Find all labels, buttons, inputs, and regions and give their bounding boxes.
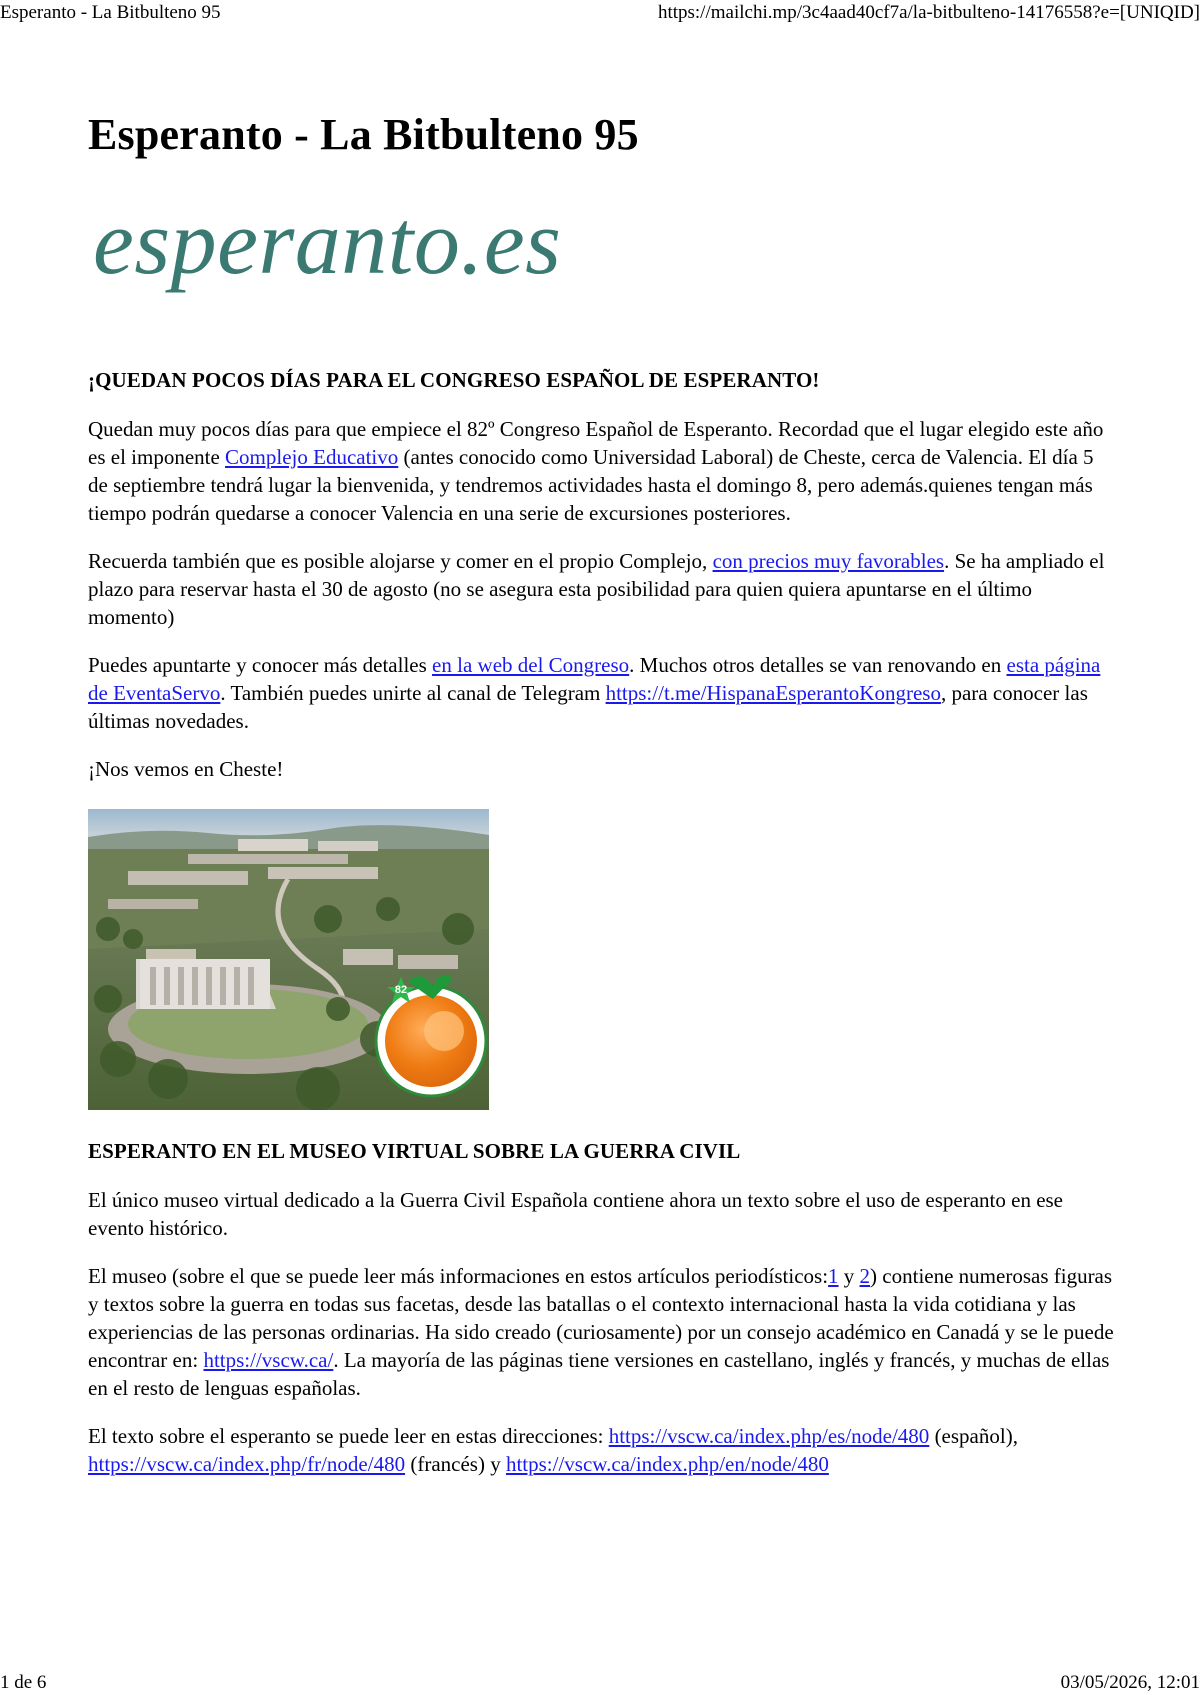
link-vscw[interactable]: https://vscw.ca/	[203, 1348, 334, 1372]
print-header-url: https://mailchi.mp/3c4aad40cf7a/la-bitbulteno-14176558?e=[UNIQID]	[657, 2, 1200, 23]
link-precios-favorables[interactable]: con precios muy favorables	[712, 549, 945, 573]
print-footer	[0, 1670, 1200, 1695]
paragraph-museo-intro: El único museo virtual dedicado a la Guerra Civil Española contiene ahora un texto sobre el uso de esperanto en ese evento histórico.	[88, 1188, 1064, 1240]
paragraph-congreso-intro: Quedan muy pocos días para que empiece el 82º Congreso Español de Esperanto. Recordad que el lugar elegido este año es el imponente Complejo Educativo (antes conocido como Universidad Laboral) de Cheste, cerca de Valencia. El día 5 de septiembre tendrá lugar la bienvenida, y tendremos actividades hasta el domingo 8, pero además.quienes tengan más tiempo podrán quedarse a conocer Valencia en una serie de excursiones posteriores.	[88, 417, 1104, 525]
link-vscw-en[interactable]: https://vscw.ca/index.php/en/node/480	[505, 1452, 829, 1476]
congress-venue-photo	[88, 809, 489, 1110]
link-eventaservo[interactable]: esta página de EventaServo	[88, 653, 1101, 705]
esperanto-es-logo: esperanto.es	[93, 191, 562, 293]
link-vscw-es[interactable]: https://vscw.ca/index.php/es/node/480	[608, 1424, 930, 1448]
paragraph-alojamiento: Recuerda también que es posible alojarse y comer en el propio Complejo, con precios muy favorables. Se ha ampliado el plazo para reservar hasta el 30 de agosto (no se asegura esta posibilidad para quien quiera apuntarse en el último momento)	[88, 549, 1105, 629]
paragraph-museo-enlaces: El texto sobre el esperanto se puede leer en estas direcciones: https://vscw.ca/index.php/es/node/480 (español), https://vscw.ca/index.php/fr/node/480 (francés) y https://vscw.ca/index.php/en/node/480	[88, 1424, 1018, 1476]
badge-82-text: 82	[394, 984, 408, 996]
link-web-congreso[interactable]: en la web del Congreso	[432, 653, 630, 677]
link-vscw-fr[interactable]: https://vscw.ca/index.php/fr/node/480	[88, 1452, 406, 1476]
print-header-title: Esperanto - La Bitbulteno 95	[0, 2, 221, 23]
link-articulo-1[interactable]: 1	[828, 1264, 839, 1288]
page-number: 1 de 6	[0, 1672, 47, 1693]
article	[88, 100, 1118, 1478]
paragraph-nos-vemos: ¡Nos vemos en Cheste!	[88, 757, 284, 781]
cheste-complex-aerial-image	[88, 809, 489, 1110]
paragraph-inscripcion: Puedes apuntarte y conocer más detalles en la web del Congreso. Muchos otros detalles se van renovando en esta página de EventaServo. También puedes unirte al canal de Telegram https://t.me/HispanaEsperantoKongreso, para conocer las últimas novedades.	[88, 653, 1101, 733]
section-heading-congreso: ¡QUEDAN POCOS DÍAS PARA EL CONGRESO ESPAÑOL DE ESPERANTO!	[88, 368, 820, 392]
page-title: Esperanto - La Bitbulteno 95	[88, 110, 639, 159]
print-header	[0, 0, 1200, 28]
section-heading-museo: ESPERANTO EN EL MUSEO VIRTUAL SOBRE LA GUERRA CIVIL	[88, 1139, 741, 1163]
print-datetime: 03/05/2026, 12:01	[1060, 1672, 1200, 1693]
link-complejo-educativo[interactable]: Complejo Educativo	[225, 445, 399, 469]
link-telegram[interactable]: https://t.me/HispanaEsperantoKongreso	[605, 681, 941, 705]
paragraph-museo-detalle: El museo (sobre el que se puede leer más informaciones en estos artículos periodísticos:1 y 2) contiene numerosas figuras y textos sobre la guerra en todas sus facetas, desde las batallas o el contexto internacional hasta la vida cotidiana y las experiencias de las personas ordinarias. Ha sido creado (curiosamente) por un consejo académico en Canadá y se le puede encontrar en: https://vscw.ca/. La mayoría de las páginas tiene versiones en castellano, inglés y francés, y muchas de ellas en el resto de lenguas españolas.	[88, 1264, 1114, 1400]
link-articulo-2[interactable]: 2	[859, 1264, 871, 1288]
